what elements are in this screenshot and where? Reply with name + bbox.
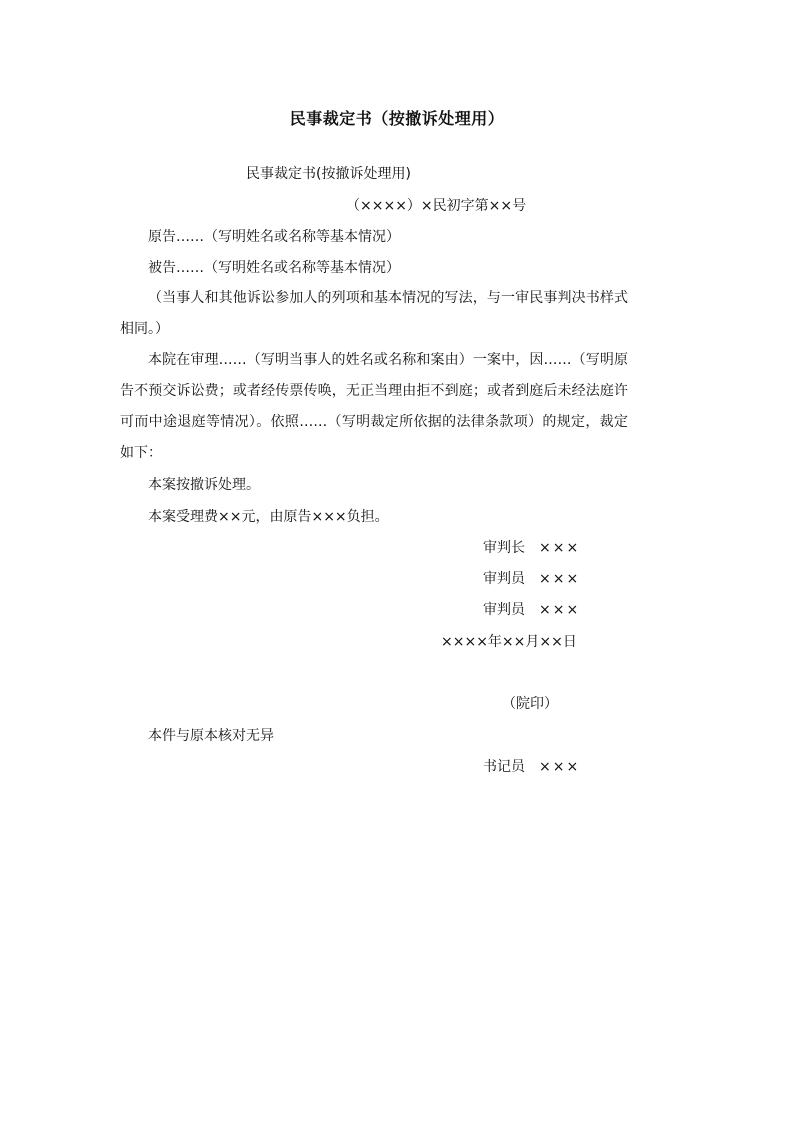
signature-name: ××× [539, 602, 581, 618]
ruling-item-1: 本案按撤诉处理。 [148, 477, 260, 493]
signature-name: ××× [539, 571, 581, 587]
signature-judge-1 [483, 569, 580, 589]
verification-statement: 本件与原本核对无异 [148, 728, 274, 744]
signature-role: 审判员 [483, 602, 525, 618]
signature-role: 审判员 [483, 571, 525, 587]
plaintiff-line: 原告……（写明姓名或名称等基本情况） [148, 229, 400, 245]
body-paragraph: 本院在审理……（写明当事人的姓名或名称和案由）一案中，因……（写明原告不预交诉讼费；或者经传票传唤，无正当理由拒不到庭；或者到庭后未经法庭许可而中途退庭等情况）。依照……（写明裁定所依据的法律条款项）的规定，裁定如下： [120, 352, 628, 461]
document-title: 民事裁定书（按撤诉处理用） [289, 109, 505, 128]
ruling-item-2: 本案受理费××元，由原告×××负担。 [148, 509, 389, 525]
document-subtitle: 民事裁定书(按撤诉处理用) [246, 166, 411, 182]
ruling-date: ××××年××月××日 [441, 634, 577, 650]
signature-role: 审判长 [483, 540, 525, 556]
signature-judge-2 [483, 600, 580, 620]
signature-name: ××× [539, 540, 581, 556]
signature-role: 书记员 [483, 759, 525, 775]
signature-presiding-judge [483, 538, 580, 558]
signature-name: ××× [539, 759, 581, 775]
court-seal-label: （院印） [502, 696, 558, 712]
signature-clerk [483, 757, 580, 777]
defendant-line: 被告……（写明姓名或名称等基本情况） [148, 260, 400, 276]
parties-note: （当事人和其他诉讼参加人的列项和基本情况的写法，与一审民事判决书样式相同。） [120, 290, 628, 337]
case-number: （××××）×民初字第××号 [346, 198, 527, 214]
